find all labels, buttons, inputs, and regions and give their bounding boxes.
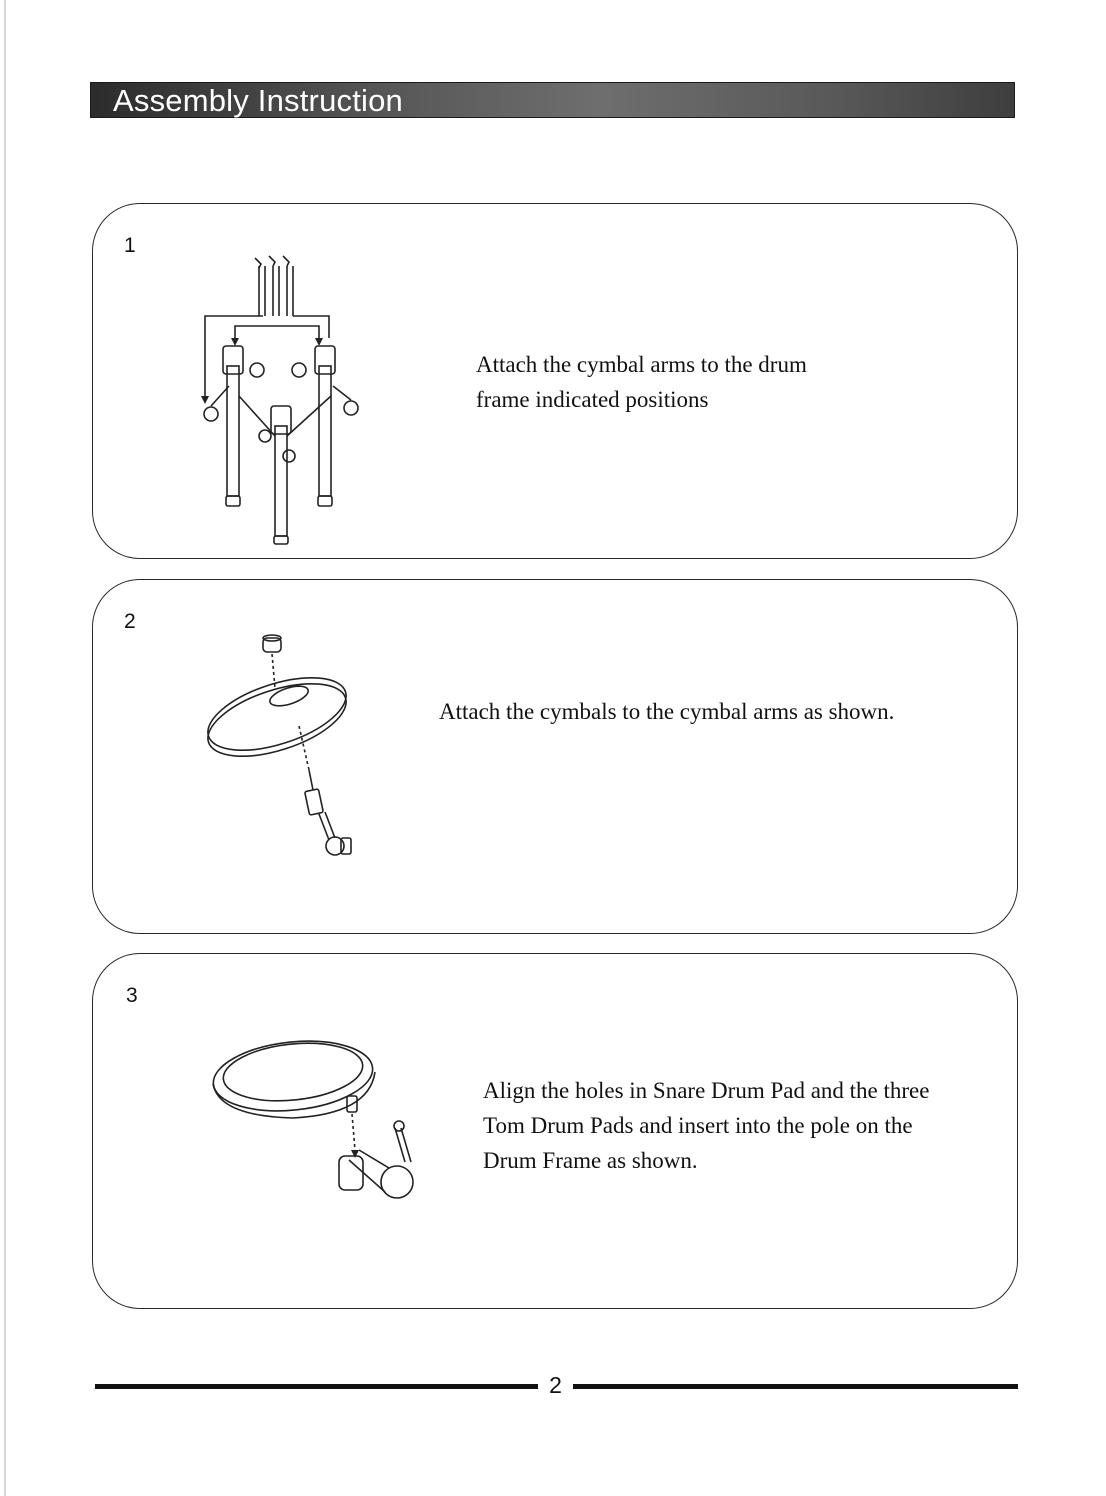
instruction-line: Attach the cymbal arms to the drum <box>476 352 807 377</box>
step-number: 3 <box>126 984 138 1007</box>
page-number: 2 <box>549 1372 562 1398</box>
drum-frame-illustration <box>189 246 389 546</box>
instruction-line: frame indicated positions <box>476 387 709 412</box>
snare-pad-illustration <box>209 1032 429 1212</box>
instruction-line: Tom Drum Pads and insert into the pole on the <box>483 1113 913 1138</box>
step-instruction <box>483 1073 929 1178</box>
cymbal-illustration <box>201 630 371 870</box>
step-instruction <box>476 347 807 417</box>
step-instruction <box>439 694 894 729</box>
section-title: Assembly Instruction <box>113 83 403 118</box>
footer-rule-right <box>573 1384 1018 1389</box>
step-number: 2 <box>124 610 136 633</box>
step-panel-2 <box>92 579 1018 934</box>
instruction-line: Attach the cymbals to the cymbal arms as shown. <box>439 699 895 724</box>
instruction-line: Drum Frame as shown. <box>483 1148 698 1173</box>
step-number: 1 <box>124 234 136 257</box>
footer-rule-left <box>95 1384 538 1389</box>
step-panel-1 <box>92 203 1018 559</box>
page-edge-line <box>4 0 6 1496</box>
section-header <box>90 82 1015 118</box>
instruction-line: Align the holes in Snare Drum Pad and the three <box>483 1078 930 1103</box>
step-panel-3 <box>92 953 1018 1309</box>
